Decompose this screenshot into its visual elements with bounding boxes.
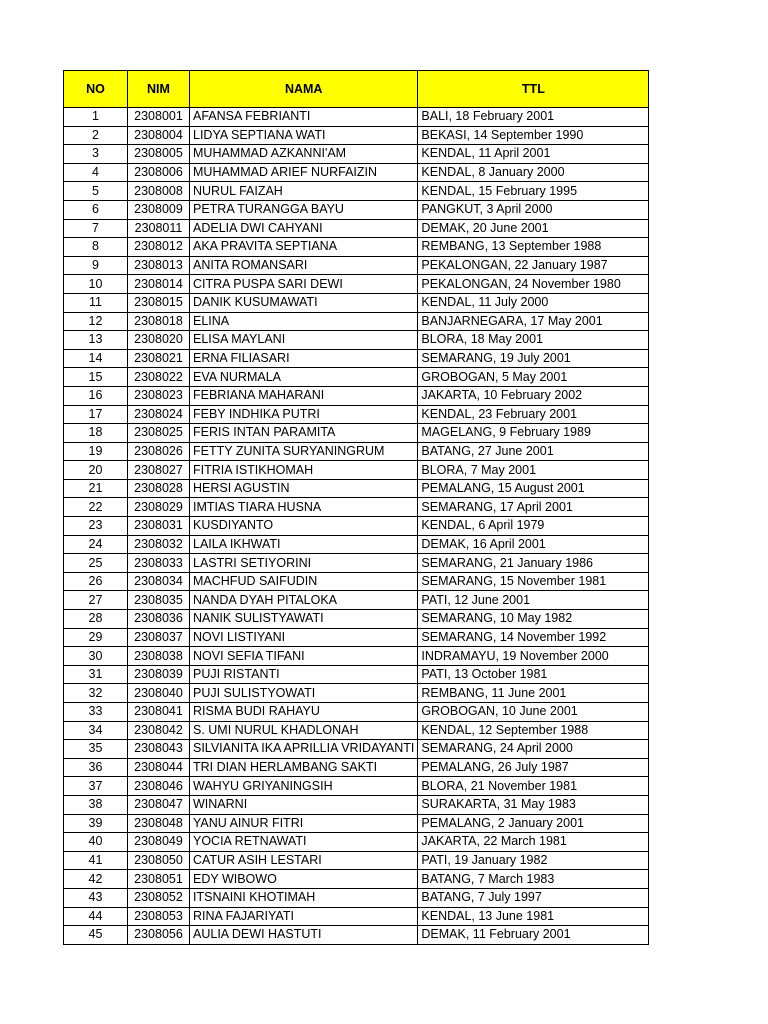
table-row bbox=[64, 498, 649, 517]
cell-ttl: SEMARANG, 14 November 1992 bbox=[418, 628, 649, 647]
cell-nama: NANDA DYAH PITALOKA bbox=[190, 591, 418, 610]
cell-nama: YOCIA RETNAWATI bbox=[190, 833, 418, 852]
table-row bbox=[64, 610, 649, 629]
cell-nama: EVA NURMALA bbox=[190, 368, 418, 387]
cell-ttl: KENDAL, 11 July 2000 bbox=[418, 293, 649, 312]
table-row bbox=[64, 591, 649, 610]
table-row bbox=[64, 182, 649, 201]
cell-ttl: PATI, 19 January 1982 bbox=[418, 851, 649, 870]
cell-nama: FEBRIANA MAHARANI bbox=[190, 386, 418, 405]
cell-nim: 2308006 bbox=[128, 163, 190, 182]
table-row bbox=[64, 126, 649, 145]
cell-no: 25 bbox=[64, 554, 128, 573]
cell-nim: 2308022 bbox=[128, 368, 190, 387]
cell-no: 1 bbox=[64, 108, 128, 127]
table-row bbox=[64, 219, 649, 238]
cell-ttl: REMBANG, 11 June 2001 bbox=[418, 684, 649, 703]
cell-no: 20 bbox=[64, 461, 128, 480]
cell-no: 43 bbox=[64, 888, 128, 907]
cell-no: 4 bbox=[64, 163, 128, 182]
cell-nama: ITSNAINI KHOTIMAH bbox=[190, 888, 418, 907]
cell-no: 35 bbox=[64, 740, 128, 759]
table-row bbox=[64, 368, 649, 387]
table-row bbox=[64, 888, 649, 907]
cell-ttl: SEMARANG, 15 November 1981 bbox=[418, 572, 649, 591]
cell-nim: 2308046 bbox=[128, 777, 190, 796]
cell-ttl: BLORA, 21 November 1981 bbox=[418, 777, 649, 796]
cell-nim: 2308026 bbox=[128, 442, 190, 461]
table-body bbox=[64, 108, 649, 945]
cell-no: 41 bbox=[64, 851, 128, 870]
table-row bbox=[64, 870, 649, 889]
cell-no: 33 bbox=[64, 703, 128, 722]
cell-nama: LIDYA SEPTIANA WATI bbox=[190, 126, 418, 145]
cell-no: 31 bbox=[64, 665, 128, 684]
cell-nim: 2308028 bbox=[128, 479, 190, 498]
cell-nama: ADELIA DWI CAHYANI bbox=[190, 219, 418, 238]
table-row bbox=[64, 795, 649, 814]
table-row bbox=[64, 145, 649, 164]
table-row bbox=[64, 740, 649, 759]
cell-nim: 2308014 bbox=[128, 275, 190, 294]
cell-nim: 2308044 bbox=[128, 758, 190, 777]
cell-no: 16 bbox=[64, 386, 128, 405]
cell-ttl: PEMALANG, 26 July 1987 bbox=[418, 758, 649, 777]
cell-nim: 2308018 bbox=[128, 312, 190, 331]
cell-ttl: SEMARANG, 10 May 1982 bbox=[418, 610, 649, 629]
cell-no: 7 bbox=[64, 219, 128, 238]
cell-nama: FITRIA ISTIKHOMAH bbox=[190, 461, 418, 480]
cell-no: 32 bbox=[64, 684, 128, 703]
cell-ttl: BALI, 18 February 2001 bbox=[418, 108, 649, 127]
cell-ttl: BATANG, 27 June 2001 bbox=[418, 442, 649, 461]
cell-nama: LASTRI SETIYORINI bbox=[190, 554, 418, 573]
cell-nama: NANIK SULISTYAWATI bbox=[190, 610, 418, 629]
cell-no: 37 bbox=[64, 777, 128, 796]
cell-nama: RINA FAJARIYATI bbox=[190, 907, 418, 926]
table-row bbox=[64, 517, 649, 536]
cell-nama: CITRA PUSPA SARI DEWI bbox=[190, 275, 418, 294]
table-row bbox=[64, 628, 649, 647]
cell-nim: 2308041 bbox=[128, 703, 190, 722]
table-row bbox=[64, 386, 649, 405]
header-row bbox=[64, 71, 649, 108]
table-row bbox=[64, 238, 649, 257]
cell-no: 5 bbox=[64, 182, 128, 201]
cell-nama: MACHFUD SAIFUDIN bbox=[190, 572, 418, 591]
cell-no: 9 bbox=[64, 256, 128, 275]
cell-nim: 2308023 bbox=[128, 386, 190, 405]
cell-ttl: KENDAL, 15 February 1995 bbox=[418, 182, 649, 201]
cell-nama: FETTY ZUNITA SURYANINGRUM bbox=[190, 442, 418, 461]
cell-nim: 2308011 bbox=[128, 219, 190, 238]
table-row bbox=[64, 721, 649, 740]
cell-nama: ERNA FILIASARI bbox=[190, 349, 418, 368]
cell-nama: PUJI RISTANTI bbox=[190, 665, 418, 684]
cell-no: 13 bbox=[64, 331, 128, 350]
cell-ttl: SEMARANG, 17 April 2001 bbox=[418, 498, 649, 517]
cell-no: 19 bbox=[64, 442, 128, 461]
cell-nama: WINARNI bbox=[190, 795, 418, 814]
cell-ttl: PANGKUT, 3 April 2000 bbox=[418, 200, 649, 219]
cell-nim: 2308029 bbox=[128, 498, 190, 517]
cell-nama: PUJI SULISTYOWATI bbox=[190, 684, 418, 703]
cell-ttl: PATI, 12 June 2001 bbox=[418, 591, 649, 610]
cell-nama: HERSI AGUSTIN bbox=[190, 479, 418, 498]
cell-no: 24 bbox=[64, 535, 128, 554]
cell-ttl: JAKARTA, 10 February 2002 bbox=[418, 386, 649, 405]
cell-nim: 2308021 bbox=[128, 349, 190, 368]
cell-nama: MUHAMMAD AZKANNI'AM bbox=[190, 145, 418, 164]
cell-no: 39 bbox=[64, 814, 128, 833]
cell-no: 15 bbox=[64, 368, 128, 387]
cell-no: 26 bbox=[64, 572, 128, 591]
cell-nim: 2308035 bbox=[128, 591, 190, 610]
cell-ttl: BEKASI, 14 September 1990 bbox=[418, 126, 649, 145]
cell-ttl: DEMAK, 16 April 2001 bbox=[418, 535, 649, 554]
cell-nama: MUHAMMAD ARIEF NURFAIZIN bbox=[190, 163, 418, 182]
table-row bbox=[64, 200, 649, 219]
cell-nim: 2308027 bbox=[128, 461, 190, 480]
cell-ttl: PEMALANG, 2 January 2001 bbox=[418, 814, 649, 833]
cell-nim: 2308038 bbox=[128, 647, 190, 666]
cell-nama: AKA PRAVITA SEPTIANA bbox=[190, 238, 418, 257]
table-row bbox=[64, 833, 649, 852]
cell-ttl: KENDAL, 13 June 1981 bbox=[418, 907, 649, 926]
cell-nama: DANIK KUSUMAWATI bbox=[190, 293, 418, 312]
cell-ttl: PEKALONGAN, 24 November 1980 bbox=[418, 275, 649, 294]
cell-ttl: SEMARANG, 24 April 2000 bbox=[418, 740, 649, 759]
cell-ttl: BLORA, 18 May 2001 bbox=[418, 331, 649, 350]
cell-nama: SILVIANITA IKA APRILLIA VRIDAYANTI bbox=[190, 740, 418, 759]
table-row bbox=[64, 275, 649, 294]
cell-ttl: GROBOGAN, 5 May 2001 bbox=[418, 368, 649, 387]
cell-nama: NURUL FAIZAH bbox=[190, 182, 418, 201]
cell-no: 34 bbox=[64, 721, 128, 740]
cell-nim: 2308009 bbox=[128, 200, 190, 219]
cell-nim: 2308051 bbox=[128, 870, 190, 889]
cell-nama: ELINA bbox=[190, 312, 418, 331]
cell-nama: CATUR ASIH LESTARI bbox=[190, 851, 418, 870]
cell-nim: 2308039 bbox=[128, 665, 190, 684]
table-row bbox=[64, 758, 649, 777]
cell-ttl: KENDAL, 6 April 1979 bbox=[418, 517, 649, 536]
cell-nama: IMTIAS TIARA HUSNA bbox=[190, 498, 418, 517]
cell-no: 42 bbox=[64, 870, 128, 889]
cell-nama: LAILA IKHWATI bbox=[190, 535, 418, 554]
cell-ttl: BATANG, 7 March 1983 bbox=[418, 870, 649, 889]
cell-nama: ANITA ROMANSARI bbox=[190, 256, 418, 275]
cell-nim: 2308004 bbox=[128, 126, 190, 145]
cell-nim: 2308020 bbox=[128, 331, 190, 350]
cell-ttl: GROBOGAN, 10 June 2001 bbox=[418, 703, 649, 722]
cell-nim: 2308052 bbox=[128, 888, 190, 907]
cell-no: 8 bbox=[64, 238, 128, 257]
cell-nama: NOVI SEFIA TIFANI bbox=[190, 647, 418, 666]
cell-nim: 2308005 bbox=[128, 145, 190, 164]
cell-ttl: KENDAL, 11 April 2001 bbox=[418, 145, 649, 164]
cell-no: 21 bbox=[64, 479, 128, 498]
cell-no: 23 bbox=[64, 517, 128, 536]
cell-no: 6 bbox=[64, 200, 128, 219]
cell-nim: 2308031 bbox=[128, 517, 190, 536]
table-row bbox=[64, 256, 649, 275]
cell-no: 2 bbox=[64, 126, 128, 145]
table-row bbox=[64, 851, 649, 870]
table-row bbox=[64, 647, 649, 666]
cell-nim: 2308036 bbox=[128, 610, 190, 629]
cell-nama: KUSDIYANTO bbox=[190, 517, 418, 536]
cell-no: 44 bbox=[64, 907, 128, 926]
table-row bbox=[64, 163, 649, 182]
cell-ttl: DEMAK, 11 February 2001 bbox=[418, 926, 649, 945]
cell-nim: 2308047 bbox=[128, 795, 190, 814]
header-ttl: TTL bbox=[418, 71, 649, 108]
cell-no: 29 bbox=[64, 628, 128, 647]
cell-no: 27 bbox=[64, 591, 128, 610]
table-row bbox=[64, 777, 649, 796]
cell-nim: 2308042 bbox=[128, 721, 190, 740]
cell-no: 10 bbox=[64, 275, 128, 294]
cell-nama: AULIA DEWI HASTUTI bbox=[190, 926, 418, 945]
cell-nim: 2308037 bbox=[128, 628, 190, 647]
cell-no: 38 bbox=[64, 795, 128, 814]
cell-nama: ELISA MAYLANI bbox=[190, 331, 418, 350]
cell-nim: 2308040 bbox=[128, 684, 190, 703]
cell-ttl: BLORA, 7 May 2001 bbox=[418, 461, 649, 480]
cell-no: 36 bbox=[64, 758, 128, 777]
cell-no: 40 bbox=[64, 833, 128, 852]
cell-nim: 2308049 bbox=[128, 833, 190, 852]
table-row bbox=[64, 703, 649, 722]
cell-nim: 2308034 bbox=[128, 572, 190, 591]
cell-nama: EDY WIBOWO bbox=[190, 870, 418, 889]
cell-nim: 2308043 bbox=[128, 740, 190, 759]
cell-no: 30 bbox=[64, 647, 128, 666]
table-row bbox=[64, 442, 649, 461]
cell-no: 22 bbox=[64, 498, 128, 517]
table-row bbox=[64, 349, 649, 368]
cell-nim: 2308050 bbox=[128, 851, 190, 870]
cell-nim: 2308025 bbox=[128, 424, 190, 443]
table-row bbox=[64, 108, 649, 127]
cell-ttl: KENDAL, 8 January 2000 bbox=[418, 163, 649, 182]
table-row bbox=[64, 461, 649, 480]
cell-ttl: JAKARTA, 22 March 1981 bbox=[418, 833, 649, 852]
cell-ttl: SEMARANG, 21 January 1986 bbox=[418, 554, 649, 573]
table-row bbox=[64, 331, 649, 350]
cell-nama: FEBY INDHIKA PUTRI bbox=[190, 405, 418, 424]
cell-nama: WAHYU GRIYANINGSIH bbox=[190, 777, 418, 796]
cell-nim: 2308056 bbox=[128, 926, 190, 945]
table-row bbox=[64, 665, 649, 684]
cell-ttl: MAGELANG, 9 February 1989 bbox=[418, 424, 649, 443]
cell-ttl: BANJARNEGARA, 17 May 2001 bbox=[418, 312, 649, 331]
table-row bbox=[64, 424, 649, 443]
cell-nama: TRI DIAN HERLAMBANG SAKTI bbox=[190, 758, 418, 777]
cell-nim: 2308048 bbox=[128, 814, 190, 833]
cell-ttl: BATANG, 7 July 1997 bbox=[418, 888, 649, 907]
cell-no: 14 bbox=[64, 349, 128, 368]
cell-nim: 2308013 bbox=[128, 256, 190, 275]
table-row bbox=[64, 535, 649, 554]
cell-nim: 2308033 bbox=[128, 554, 190, 573]
cell-nim: 2308012 bbox=[128, 238, 190, 257]
cell-ttl: PEKALONGAN, 22 January 1987 bbox=[418, 256, 649, 275]
table-row bbox=[64, 926, 649, 945]
cell-no: 11 bbox=[64, 293, 128, 312]
cell-nim: 2308008 bbox=[128, 182, 190, 201]
cell-nama: YANU AINUR FITRI bbox=[190, 814, 418, 833]
cell-ttl: SURAKARTA, 31 May 1983 bbox=[418, 795, 649, 814]
table-header bbox=[64, 71, 649, 108]
cell-ttl: PEMALANG, 15 August 2001 bbox=[418, 479, 649, 498]
header-nama: NAMA bbox=[190, 71, 418, 108]
cell-nim: 2308053 bbox=[128, 907, 190, 926]
cell-nama: FERIS INTAN PARAMITA bbox=[190, 424, 418, 443]
table-row bbox=[64, 293, 649, 312]
cell-nama: AFANSA FEBRIANTI bbox=[190, 108, 418, 127]
cell-ttl: INDRAMAYU, 19 November 2000 bbox=[418, 647, 649, 666]
cell-no: 12 bbox=[64, 312, 128, 331]
cell-nama: S. UMI NURUL KHADLONAH bbox=[190, 721, 418, 740]
cell-ttl: PATI, 13 October 1981 bbox=[418, 665, 649, 684]
cell-ttl: SEMARANG, 19 July 2001 bbox=[418, 349, 649, 368]
cell-nim: 2308024 bbox=[128, 405, 190, 424]
cell-nim: 2308032 bbox=[128, 535, 190, 554]
cell-ttl: DEMAK, 20 June 2001 bbox=[418, 219, 649, 238]
header-no: NO bbox=[64, 71, 128, 108]
cell-no: 28 bbox=[64, 610, 128, 629]
cell-nim: 2308001 bbox=[128, 108, 190, 127]
table-row bbox=[64, 312, 649, 331]
table-row bbox=[64, 405, 649, 424]
cell-nama: NOVI LISTIYANI bbox=[190, 628, 418, 647]
cell-no: 45 bbox=[64, 926, 128, 945]
cell-no: 17 bbox=[64, 405, 128, 424]
table-row bbox=[64, 907, 649, 926]
cell-ttl: KENDAL, 23 February 2001 bbox=[418, 405, 649, 424]
cell-nama: RISMA BUDI RAHAYU bbox=[190, 703, 418, 722]
cell-ttl: KENDAL, 12 September 1988 bbox=[418, 721, 649, 740]
table-row bbox=[64, 479, 649, 498]
cell-nim: 2308015 bbox=[128, 293, 190, 312]
student-roster-table bbox=[63, 70, 649, 945]
cell-nama: PETRA TURANGGA BAYU bbox=[190, 200, 418, 219]
cell-no: 18 bbox=[64, 424, 128, 443]
table-row bbox=[64, 572, 649, 591]
header-nim: NIM bbox=[128, 71, 190, 108]
table-row bbox=[64, 814, 649, 833]
table-row bbox=[64, 684, 649, 703]
cell-no: 3 bbox=[64, 145, 128, 164]
cell-ttl: REMBANG, 13 September 1988 bbox=[418, 238, 649, 257]
table-row bbox=[64, 554, 649, 573]
